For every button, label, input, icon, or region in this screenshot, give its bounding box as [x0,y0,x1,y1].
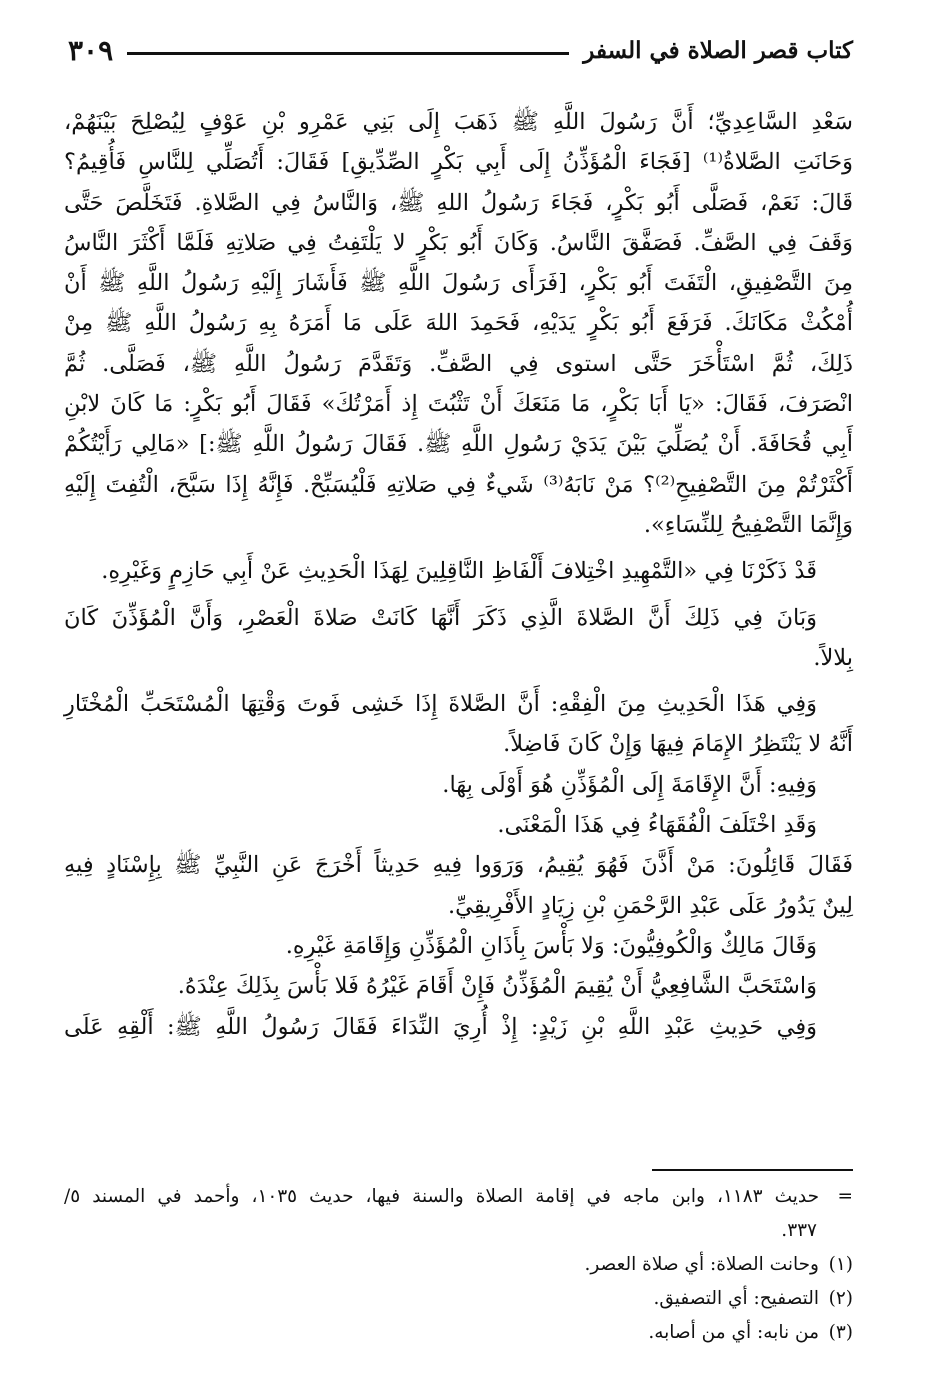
text-line: وَفِي هَذَا الْحَدِيثِ مِنَ الْفِقْهِ: أَنَّ الصَّلاةَ إِذَا خَشِى فَوتَ وَقْتِهَا الْمُسْتَحَبِّ الْمُخْتَارِ [64,691,817,718]
text-line: وَقَالَ مَالِكٌ وَالْكُوفِيُّونَ: وَلا بَأْسَ بِأَذَانِ الْمُؤَذِّنِ وَإِقَامَةِ غَيْرِهِ. [285,932,817,959]
footnote [64,1316,853,1350]
text-line: وَإِنَّمَا التَّصْفِيحُ لِلنِّسَاءِ». [643,511,853,538]
header-rule [127,52,569,55]
text-line: ذَلِكَ، ثُمَّ اسْتَأْخَرَ حَتَّى استوى فِي الصَّفِّ. وَتَقَدَّمَ رَسُولُ اللَّهِ ﷺ، فَصَلَّى. ثُمَّ [64,350,853,377]
footnote-text: ٣٣٧. [781,1220,817,1241]
footnote-marker: (٣) [828,1322,853,1343]
running-header [68,30,853,70]
text-line: فَقَالَ قَائِلُونَ: مَنْ أَذَّنَ فَهُوَ يُقِيمُ، وَرَوَوا فِيهِ حَدِيثاً أَخْرَجَ عَنِ النَّبِيِّ ﷺ بِإِسْنَادٍ فِيهِ [64,852,853,879]
footnote-text: من نابه: أي من أصابه. [648,1322,819,1343]
footnote-continuation [64,1214,853,1248]
text-line: وَقَفَ فِي الصَّفِّ. فَصَفَّقَ النَّاسُ. وَكَانَ أَبُو بَكْرٍ لا يَلْتَفِتُ فِي صَلاتِهِ فَلَمَّا أَكْثَرَ النَّاسُ [64,229,853,256]
text-line: وَقَدِ اخْتَلَفَ الْفُقَهَاءُ فِي هَذَا الْمَعْنَى. [497,812,817,839]
text-line: وَاسْتَحَبَّ الشَّافِعِيُّ أَنْ يُقِيمَ الْمُؤَذِّنُ فَإِنْ أَقَامَ غَيْرُهُ فَلا بَأْسَ بِذَلِكَ عِنْدَهُ. [177,973,817,1000]
text-line: أَكْثَرْتُمْ مِنَ التَّصْفِيحِ⁽²⁾؟ مَنْ نَابَهُ⁽³⁾ شَيءٌ فِي صَلاتِهِ فَلْيُسَبِّحْ. فَإِنَّهُ إِذَا سَبَّحَ، الْتُفِتَ إِلَيْهِ [64,471,853,498]
footnote-text: حديث ١١٨٣، وابن ماجه في إقامة الصلاة والسنة فيها، حديث ١٠٣٥، وأحمد في المسند ٥/ [64,1186,819,1207]
book-title: كتاب قصر الصلاة في السفر [583,36,853,64]
footnote [64,1282,853,1316]
footnote [64,1248,853,1282]
text-line: انْصَرَفَ، فَقَالَ: «يَا أَبَا بَكْرٍ، مَا مَنَعَكَ أَنْ تَثْبُتَ إِذ أَمَرْتُكَ» فَقَالَ أَبُو بَكْرٍ: مَا كَانَ لابْنِ [64,391,853,418]
text-line: وَفِي حَدِيثِ عَبْدِ اللَّهِ بْنِ زَيْدٍ: إِذْ أُرِيَ النِّدَاءَ فَقَالَ رَسُولُ اللَّهِ ﷺ: أَلْقِهِ عَلَى [64,1013,817,1040]
text-line: أَبِي قُحَافَةَ. أَنْ يُصَلِّيَ بَيْنَ يَدَيْ رَسُولِ اللَّهِ ﷺ. فَقَالَ رَسُولُ اللَّهِ ﷺ:] «مَالِي رَأَيْتُكُمْ [64,431,853,458]
text-line: قَدْ ذَكَرْنَا فِي «التَّمْهِيدِ اخْتِلافَ أَلْفَاظِ النَّاقِلِينَ لِهَذَا الْحَدِيثِ عَنْ أَبِي حَازِمٍ وَغَيْرِهِ. [101,558,817,585]
footnote-continuation [64,1180,853,1214]
text-line: وَبَانَ فِي ذَلِكَ أَنَّ الصَّلاةَ الَّذِي ذَكَرَ أَنَّهَا كَانَتْ صَلاةَ الْعَصْرِ، وَأَنَّ الْمُؤَذِّنَ كَانَ [64,604,817,631]
footnote-separator [652,1169,853,1171]
footnote-marker: (٢) [828,1288,853,1309]
text-line: وَحَانَتِ الصَّلاةُ⁽¹⁾ [فَجَاءَ الْمُؤَذِّنُ إِلَى أَبِي بَكْرٍ الصِّدِّيقِ] فَقَالَ: أَتُصَلِّي لِلنَّاسِ فَأُقِيمُ؟ [64,149,853,176]
page-number: ٣٠٩ [68,33,114,67]
footnote-marker: = [837,1186,853,1207]
footnotes [64,1180,853,1350]
text-line: سَعْدِ السَّاعِدِيِّ؛ أَنَّ رَسُولَ اللَّهِ ﷺ ذَهَبَ إِلَى بَنِي عَمْرِو بْنِ عَوْفٍ لِيُصْلِحَ بَيْنَهُمْ، [64,109,853,135]
main-text [64,102,853,1047]
text-line: مِنَ التَّصْفِيقِ، الْتَفَتَ أَبُو بَكْرٍ، [فَرَأَى رَسُولَ اللَّهِ ﷺ فَأَشَارَ إِلَيْهِ رَسُولُ اللَّهِ ﷺ أَنْ [64,270,853,297]
text-line: لِينٌ يَدُورُ عَلَى عَبْدِ الرَّحْمَنِ بْنِ زِيَادٍ الأَفْرِيقِيِّ. [447,892,853,919]
footnote-text: التصفيح: أي التصفيق. [653,1288,819,1309]
text-line: قَالَ: نَعَمْ، فَصَلَّى أَبُو بَكْرٍ، فَجَاءَ رَسُولُ اللهِ ﷺ، وَالنَّاسُ فِي الصَّلاةِ. فَتَخَلَّصَ حَتَّى [64,189,853,216]
text-line: وَفِيهِ: أَنَّ الإِقَامَةَ إِلَى الْمُؤَذِّنِ هُوَ أَوْلَى بِهَا. [442,771,817,798]
footnote-text: وحانت الصلاة: أي صلاة العصر. [584,1254,819,1275]
text-line: أُمْكُثْ مَكَانَكَ. فَرَفَعَ أَبُو بَكْرٍ يَدَيْهِ، فَحَمِدَ اللهَ عَلَى مَا أَمَرَهُ بِهِ رَسُولُ اللَّهِ ﷺ مِنْ [64,310,853,337]
footnote-marker: (١) [828,1254,853,1275]
text-line: بِلالاً. [813,644,853,671]
text-line: أَنَّهُ لا يَنْتَظِرُ الإِمَامَ فِيهَا وَإِنْ كَانَ فَاضِلاً. [503,731,853,758]
